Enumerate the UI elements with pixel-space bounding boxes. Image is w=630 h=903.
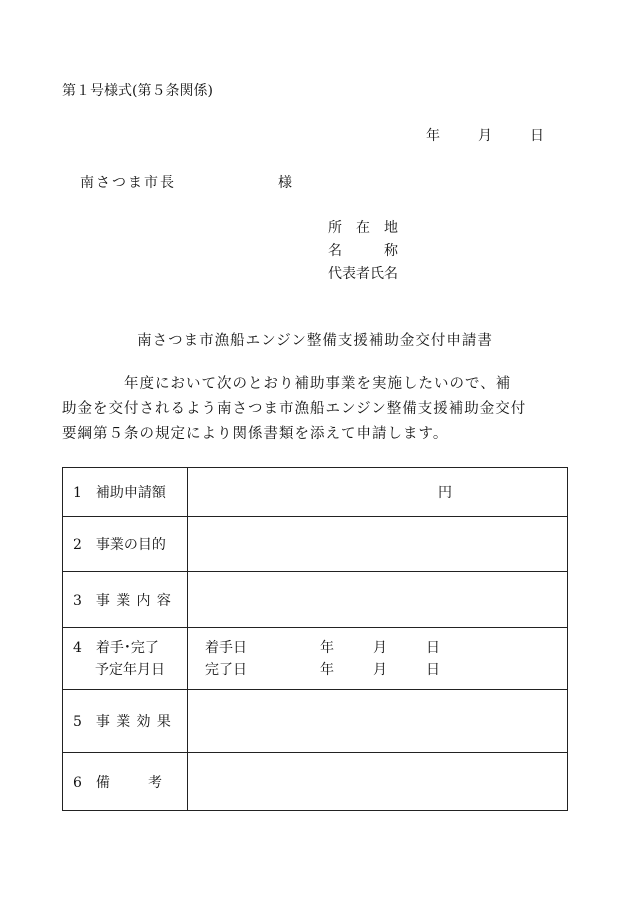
- application-table: [62, 467, 568, 811]
- effect-value-cell: [188, 690, 568, 753]
- effect-label-text: 事業効果: [95, 714, 178, 730]
- content-label: [63, 572, 188, 628]
- table-row-effect: [63, 690, 568, 753]
- content-label-text: 事業内容: [95, 592, 178, 609]
- schedule-label-line2: 予定年月日: [95, 661, 165, 678]
- addressee: [80, 172, 292, 192]
- body-line-2: 助金を交付されるよう南さつま市漁船エンジン整備支援補助金交付: [62, 401, 527, 417]
- notes-label-part2: 考: [148, 774, 162, 791]
- schedule-start-line: [188, 637, 567, 659]
- body-line-1: 年度において次のとおり補助事業を実施したいので、補: [62, 376, 512, 392]
- notes-label: [63, 753, 188, 811]
- content-value-cell: [188, 572, 568, 628]
- amount-label: 1 補助申請額: [63, 468, 188, 517]
- document-body: [62, 372, 574, 447]
- table-row-content: [63, 572, 568, 628]
- schedule-start-month: 月: [373, 639, 387, 656]
- schedule-end-line: [188, 659, 567, 681]
- date-line: [426, 125, 544, 145]
- schedule-start-day: 日: [426, 639, 440, 656]
- effect-label-number: 5: [73, 714, 82, 730]
- notes-label-number: 6: [73, 774, 82, 791]
- addressee-mayor: 南さつま市長: [80, 175, 176, 191]
- effect-label: [63, 690, 188, 753]
- schedule-end-month: 月: [373, 661, 387, 678]
- table-row-notes: [63, 753, 568, 811]
- table-row-schedule: [63, 628, 568, 690]
- table-row-amount: [63, 468, 568, 517]
- schedule-start-year: 年: [320, 639, 334, 656]
- body-line-3: 要綱第５条の規定により関係書類を添えて申請します。: [62, 426, 449, 442]
- amount-unit: 円: [438, 485, 452, 501]
- document-title: 南さつま市漁船エンジン整備支援補助金交付申請書: [137, 333, 493, 349]
- form-number: 第１号様式(第５条関係): [62, 83, 213, 99]
- schedule-value-cell: [188, 628, 568, 690]
- content-label-number: 3: [73, 592, 82, 609]
- schedule-label-line1: 4 着手･完了: [73, 639, 159, 656]
- schedule-end-label: 完了日: [205, 661, 247, 678]
- addressee-honorific: 様: [278, 175, 292, 191]
- notes-value-cell: [188, 753, 568, 811]
- applicant-representative-label: 代表者氏名: [328, 266, 398, 282]
- notes-label-part1: 備: [95, 774, 110, 791]
- amount-value-cell: [188, 468, 568, 517]
- purpose-label: 2 事業の目的: [63, 517, 188, 572]
- date-month: 月: [478, 128, 492, 144]
- schedule-end-year: 年: [320, 661, 334, 678]
- applicant-address-label: 所 在 地: [328, 220, 398, 236]
- schedule-start-label: 着手日: [205, 639, 247, 656]
- purpose-value-cell: [188, 517, 568, 572]
- schedule-label: [63, 628, 188, 690]
- date-day: 日: [530, 128, 544, 144]
- table-row-purpose: [63, 517, 568, 572]
- date-year: 年: [426, 128, 440, 144]
- applicant-name-label: 名 称: [328, 243, 398, 259]
- schedule-end-day: 日: [426, 661, 440, 678]
